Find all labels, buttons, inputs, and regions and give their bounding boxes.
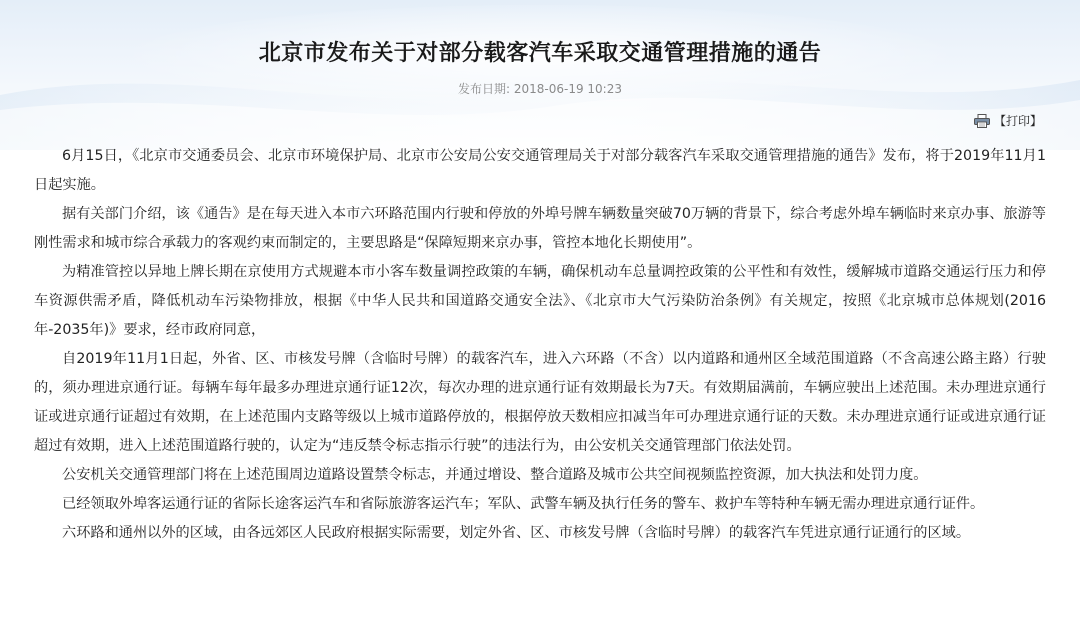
- paragraph: 六环路和通州以外的区域，由各远郊区人民政府根据实际需要，划定外省、区、市核发号牌（含临时号牌）的载客汽车凭进京通行证通行的区域。: [62, 525, 971, 541]
- print-button[interactable]: [974, 112, 1042, 129]
- page-title: 北京市发布关于对部分载客汽车采取交通管理措施的通告: [258, 41, 822, 66]
- printer-icon: [974, 114, 990, 128]
- paragraph: 已经领取外埠客运通行证的省际长途客运汽车和省际旅游客运汽车；军队、武警车辆及执行任务的警车、救护车等特种车辆无需办理进京通行证件。: [62, 496, 985, 512]
- paragraph: 6月15日，《北京市交通委员会、北京市环境保护局、北京市公安局公安交通管理局关于对部分载客汽车采取交通管理措施的通告》发布，将于2019年11月1日起实施。: [34, 148, 1046, 193]
- print-label: 【打印】: [993, 114, 1042, 128]
- paragraph: 自2019年11月1日起，外省、区、市核发号牌（含临时号牌）的载客汽车，进入六环路（不含）以内道路和通州区全域范围道路（不含高速公路主路）行驶的，须办理进京通行证。每辆车每年最多办理进京通行证12次，每次办理的进京通行证有效期最长为7天。有效期届满前，车辆应驶出上述范围。未办理进京通行证或进京通行证超过有效期，在上述范围内支路等级以上城市道路停放的，根据停放天数相应扣减当年可办理进京通行证的天数。未办理进京通行证或进京通行证超过有效期，进入上述范围道路行驶的，认定为“违反禁令标志指示行驶”的违法行为，由公安机关交通管理部门依法处罚。: [34, 351, 1046, 454]
- paragraph: 据有关部门介绍，该《通告》是在每天进入本市六环路范围内行驶和停放的外埠号牌车辆数量突破70万辆的背景下，综合考虑外埠车辆临时来京办事、旅游等刚性需求和城市综合承载力的客观约束而制定的，主要思路是“保障短期来京办事，管控本地化长期使用”。: [34, 206, 1046, 251]
- paragraph: 为精准管控以异地上牌长期在京使用方式规避本市小客车数量调控政策的车辆，确保机动车总量调控政策的公平性和有效性，缓解城市道路交通运行压力和停车资源供需矛盾，降低机动车污染物排放，根据《中华人民共和国道路交通安全法》、《北京市大气污染防治条例》有关规定，按照《北京城市总体规划(2016年-2035年)》要求，经市政府同意，: [34, 264, 1046, 338]
- paragraph: 公安机关交通管理部门将在上述范围周边道路设置禁令标志，并通过增设、整合道路及城市公共空间视频监控资源，加大执法和处罚力度。: [62, 467, 928, 483]
- header-banner: [0, 0, 1080, 150]
- publish-date: 2018-06-19 10:23: [513, 82, 622, 96]
- publish-label: 发布日期:: [457, 82, 511, 96]
- article-body: [34, 142, 1046, 548]
- publish-meta: [0, 80, 1080, 97]
- banner-decoration: [0, 0, 1080, 150]
